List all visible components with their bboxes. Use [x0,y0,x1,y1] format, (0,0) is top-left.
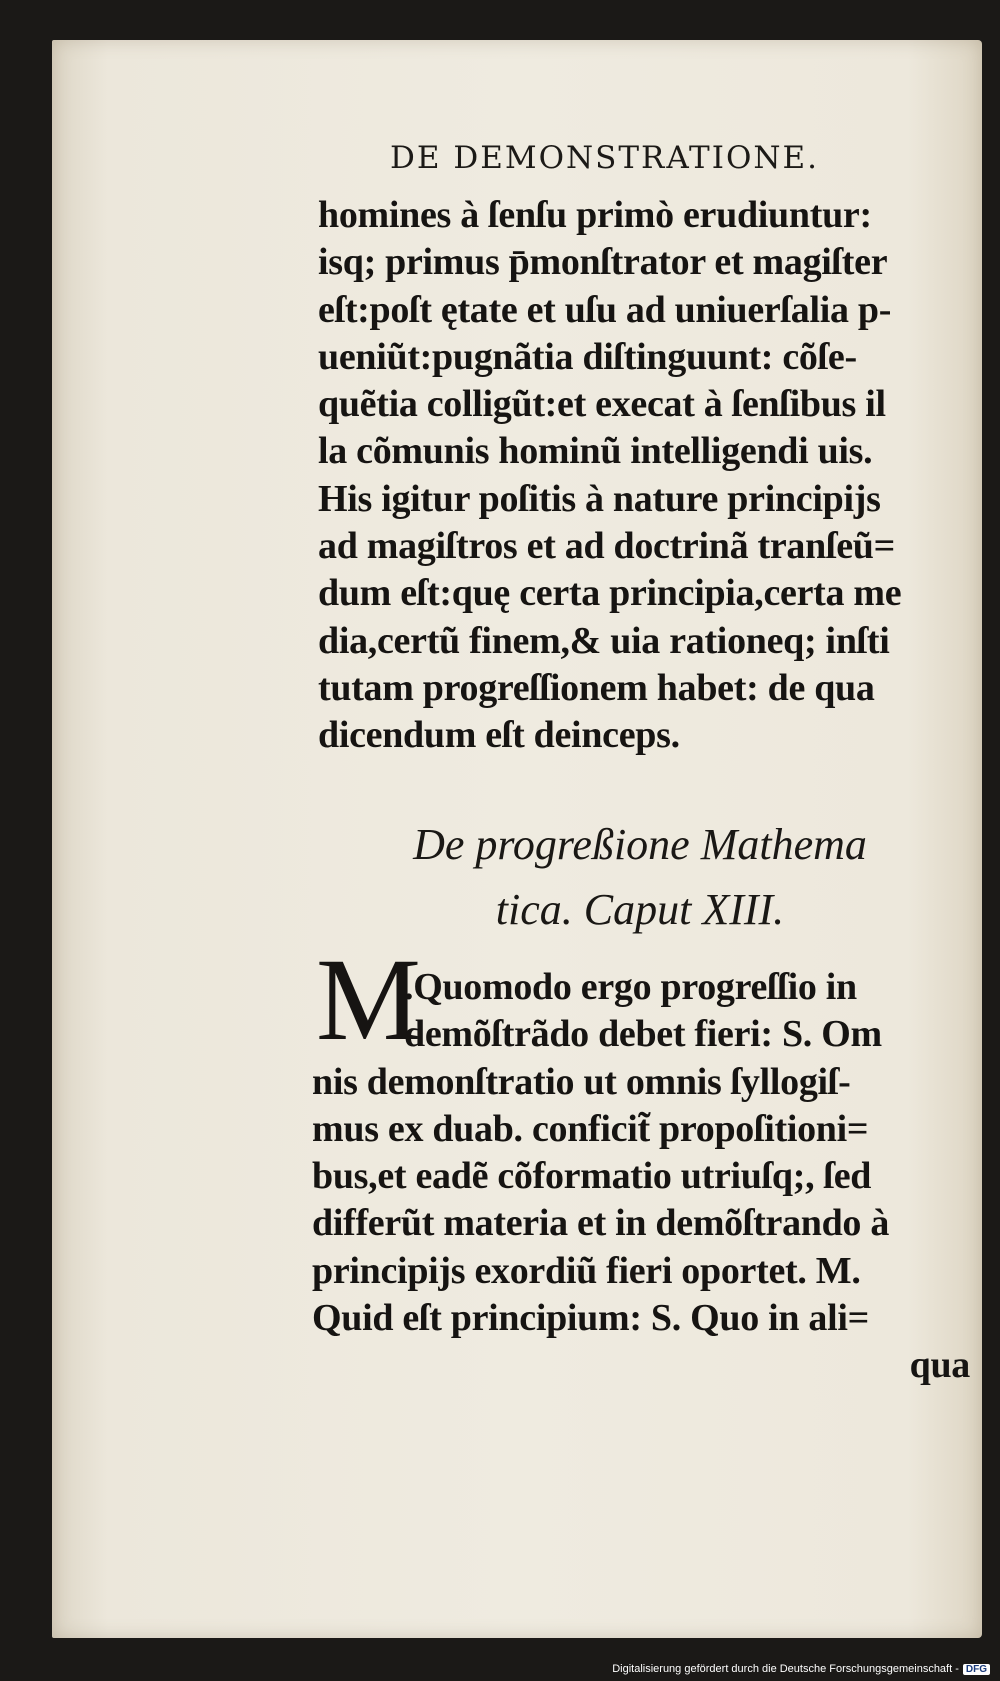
text-line: la cõmunis hominũ intelligendi uis. [318,430,873,473]
chapter-heading-line-2: tica. Caput XIII. [495,885,785,934]
text-line: quẽtia colligũt:et execat à ſenſibus il [318,383,886,426]
digitization-footer [612,1663,990,1675]
text-line: .Quomodo ergo progreſſio in [404,966,857,1008]
text-line: dum eſt:quę certa principia,certa me [318,572,902,615]
text-line: bus,et eadẽ cõformatio utriuſq;, ſed [312,1155,872,1198]
paragraph-1 [318,192,978,760]
text-line: homines à ſenſu primò erudiuntur: [318,194,872,236]
text-line: Quid eſt principium: S. Quo in ali= [312,1297,869,1340]
text-line: ueniũt:pugnãtia diſtinguunt: cõſe- [318,335,857,378]
text-line: dia,certũ finem,& uia rationeq; inſti [318,619,890,662]
dfg-logo: DFG [963,1664,990,1675]
text-line: principijs exordiũ fieri oportet. M. [312,1249,861,1292]
text-line: nis demonſtratio ut omnis ſyllogiſ- [312,1060,851,1103]
footer-text: Digitalisierung gefördert durch die Deutsche Forschungsgemeinschaft - [612,1663,959,1675]
text-line: differũt materia et in demõſtrando à [312,1202,890,1245]
text-line: eſt:poſt ętate et uſu ad uniuerſalia p- [318,288,892,331]
text-line: demõſtrãdo debet fieri: S. Om [404,1013,882,1056]
text-line: isq; primus p̄monſtrator et magiſter [318,241,888,284]
text-line: mus ex duab. conficit̃ propoſitioni= [312,1107,869,1150]
text-line: ad magiſtros et ad doctrinã tranſeũ= [318,525,895,568]
drop-cap: M [316,934,421,1065]
chapter-heading-line-1: De progreßione Mathema [413,820,867,869]
paragraph-2 [312,964,982,1390]
catchword: qua [909,1344,970,1387]
running-head: DE DEMONSTRATIONE. [390,140,819,176]
text-line: His igitur poſitis à nature principijs [318,477,881,520]
text-line: dicendum eſt deinceps. [318,714,680,757]
text-line: tutam progreſſionem habet: de qua [318,666,875,709]
